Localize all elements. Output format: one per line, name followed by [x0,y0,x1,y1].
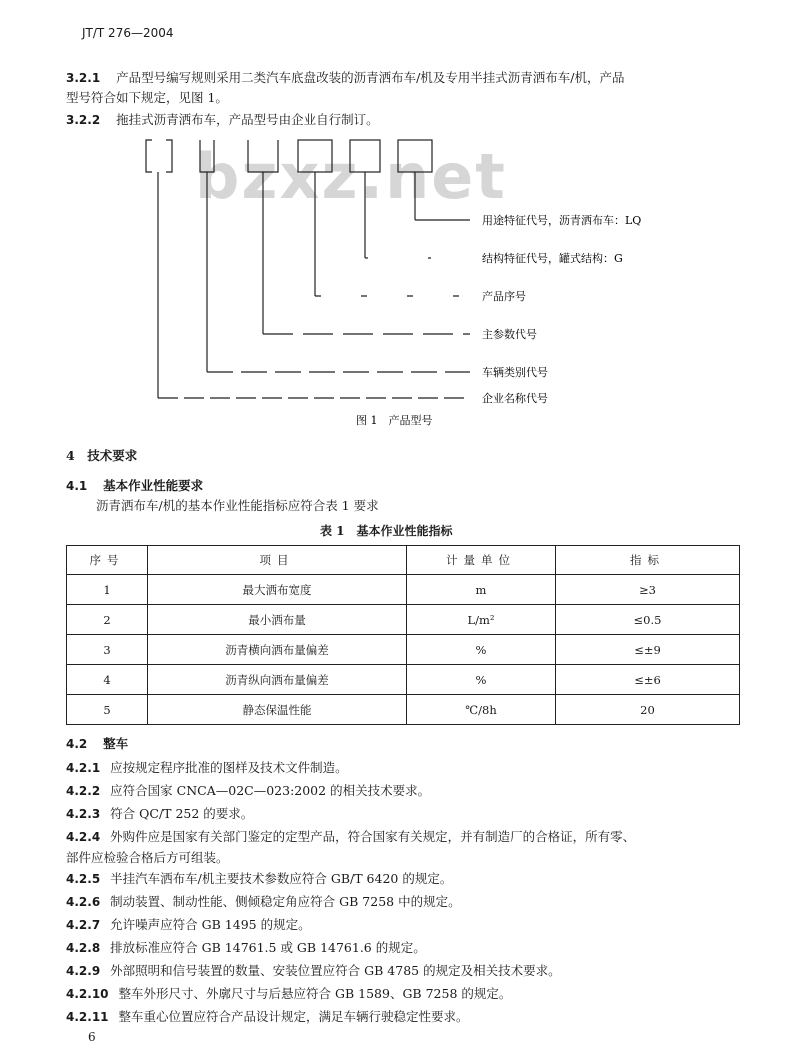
label-enterprise-name: 企业名称代号 [482,392,548,405]
list-item [66,869,452,887]
cell-unit: L/m² [407,605,556,635]
item-text: 整车重心位置应符合产品设计规定，满足车辆行驶稳定性要求。 [118,1009,469,1024]
list-item [66,758,348,776]
item-text: 应按规定程序批准的图样及技术文件制造。 [110,760,348,775]
cell-value: ≤0.5 [556,605,740,635]
box-usage [398,140,432,172]
item-number: 4.2.4 [66,830,101,844]
list-item [66,892,461,910]
col-header-value: 指标 [556,546,740,575]
table-row [67,635,740,665]
clause-number: 4.1 [66,479,88,493]
list-item [66,804,253,822]
list-item [66,961,561,979]
item-text: 允许噪声应符合 GB 1495 的规定。 [110,917,311,932]
table-row [67,665,740,695]
item-number: 4.2.7 [66,918,101,932]
label-serial-number: 产品序号 [482,290,526,303]
cell-index: 5 [67,695,148,725]
list-item [66,827,635,845]
item-number: 4.2.2 [66,784,101,798]
box-main-param [248,140,278,172]
list-item [66,781,430,799]
box-vehicle-class [200,140,214,172]
item-number: 4.2.10 [66,987,109,1001]
standard-code-header: JT/T 276—2004 [82,26,174,40]
item-number: 4.2.3 [66,807,101,821]
box-structure [350,140,380,172]
label-vehicle-class: 车辆类别代号 [482,366,548,379]
table-row [67,695,740,725]
col-header-item: 项目 [148,546,407,575]
list-item [66,915,311,933]
section-4-title: 4 技术要求 [66,448,138,463]
clause-title: 整车 [103,736,129,751]
cell-value: ≤±6 [556,665,740,695]
clause-title: 基本作业性能要求 [103,478,204,493]
cell-item: 沥青纵向洒布量偏差 [148,665,407,695]
clause-4-1 [66,478,203,494]
cell-unit: % [407,635,556,665]
col-header-unit: 计量单位 [407,546,556,575]
col-header-index: 序号 [67,546,148,575]
label-usage-code: 用途特征代号，沥青洒布车：LQ [482,214,642,227]
clause-text: 拖挂式沥青洒布车，产品型号由企业自行制订。 [116,112,379,127]
box-serial [298,140,332,172]
page-number: 6 [88,1030,96,1044]
watermark: bzxz.net [195,140,507,213]
cell-index: 4 [67,665,148,695]
clause-3-2-1-cont: 型号符合如下规定，见图 1。 [66,90,228,105]
table-header-row [67,546,740,575]
box-enterprise [146,140,152,172]
cell-item: 静态保温性能 [148,695,407,725]
item-text: 制动装置、制动性能、侧倾稳定角应符合 GB 7258 中的规定。 [110,894,461,909]
clause-number: 3.2.1 [66,71,101,85]
clause-text: 产品型号编写规则采用二类汽车底盘改装的沥青洒布车/机及专用半挂式沥青洒布车/机，产品 [116,70,625,85]
cell-item: 最大洒布宽度 [148,575,407,605]
item-text: 半挂汽车洒布车/机主要技术参数应符合 GB/T 6420 的规定。 [110,871,453,886]
table-row [67,605,740,635]
label-main-parameter: 主参数代号 [482,328,537,341]
item-text: 外购件应是国家有关部门鉴定的定型产品，符合国家有关规定，并有制造厂的合格证，所有零、 [110,829,636,844]
cell-unit: % [407,665,556,695]
figure-caption: 图 1 产品型号 [356,414,433,427]
item-text: 整车外形尺寸、外廓尺寸与后悬应符合 GB 1589、GB 7258 的规定。 [118,986,512,1001]
cell-value: ≥3 [556,575,740,605]
list-item [66,1007,469,1025]
item-number: 4.2.8 [66,941,101,955]
performance-table [66,545,740,725]
cell-index: 2 [67,605,148,635]
item-text: 部件应检验合格后方可组装。 [66,850,229,865]
table-row [67,575,740,605]
list-item [66,938,426,956]
cell-item: 沥青横向洒布量偏差 [148,635,407,665]
item-text: 外部照明和信号装置的数量、安装位置应符合 GB 4785 的规定及相关技术要求。 [110,963,561,978]
cell-index: 3 [67,635,148,665]
item-text: 应符合国家 CNCA—02C—023:2002 的相关技术要求。 [110,783,431,798]
item-number: 4.2.9 [66,964,101,978]
item-number: 4.2.6 [66,895,101,909]
item-number: 4.2.11 [66,1010,109,1024]
clause-number: 3.2.2 [66,113,101,127]
cell-value: 20 [556,695,740,725]
label-structure-code: 结构特征代号，罐式结构：G [482,252,623,265]
list-item [66,984,511,1002]
list-item-continuation [66,848,229,866]
clause-number: 4.2 [66,737,88,751]
cell-unit: ℃/8h [407,695,556,725]
item-number: 4.2.5 [66,872,101,886]
item-number: 4.2.1 [66,761,101,775]
item-text: 排放标准应符合 GB 14761.5 或 GB 14761.6 的规定。 [110,940,426,955]
item-text: 符合 QC/T 252 的要求。 [110,806,254,821]
clause-4-2 [66,736,128,752]
cell-index: 1 [67,575,148,605]
cell-item: 最小洒布量 [148,605,407,635]
table-caption: 表 1 基本作业性能指标 [320,524,453,538]
cell-unit: m [407,575,556,605]
cell-value: ≤±9 [556,635,740,665]
clause-4-1-text: 沥青洒布车/机的基本作业性能指标应符合表 1 要求 [96,498,379,513]
